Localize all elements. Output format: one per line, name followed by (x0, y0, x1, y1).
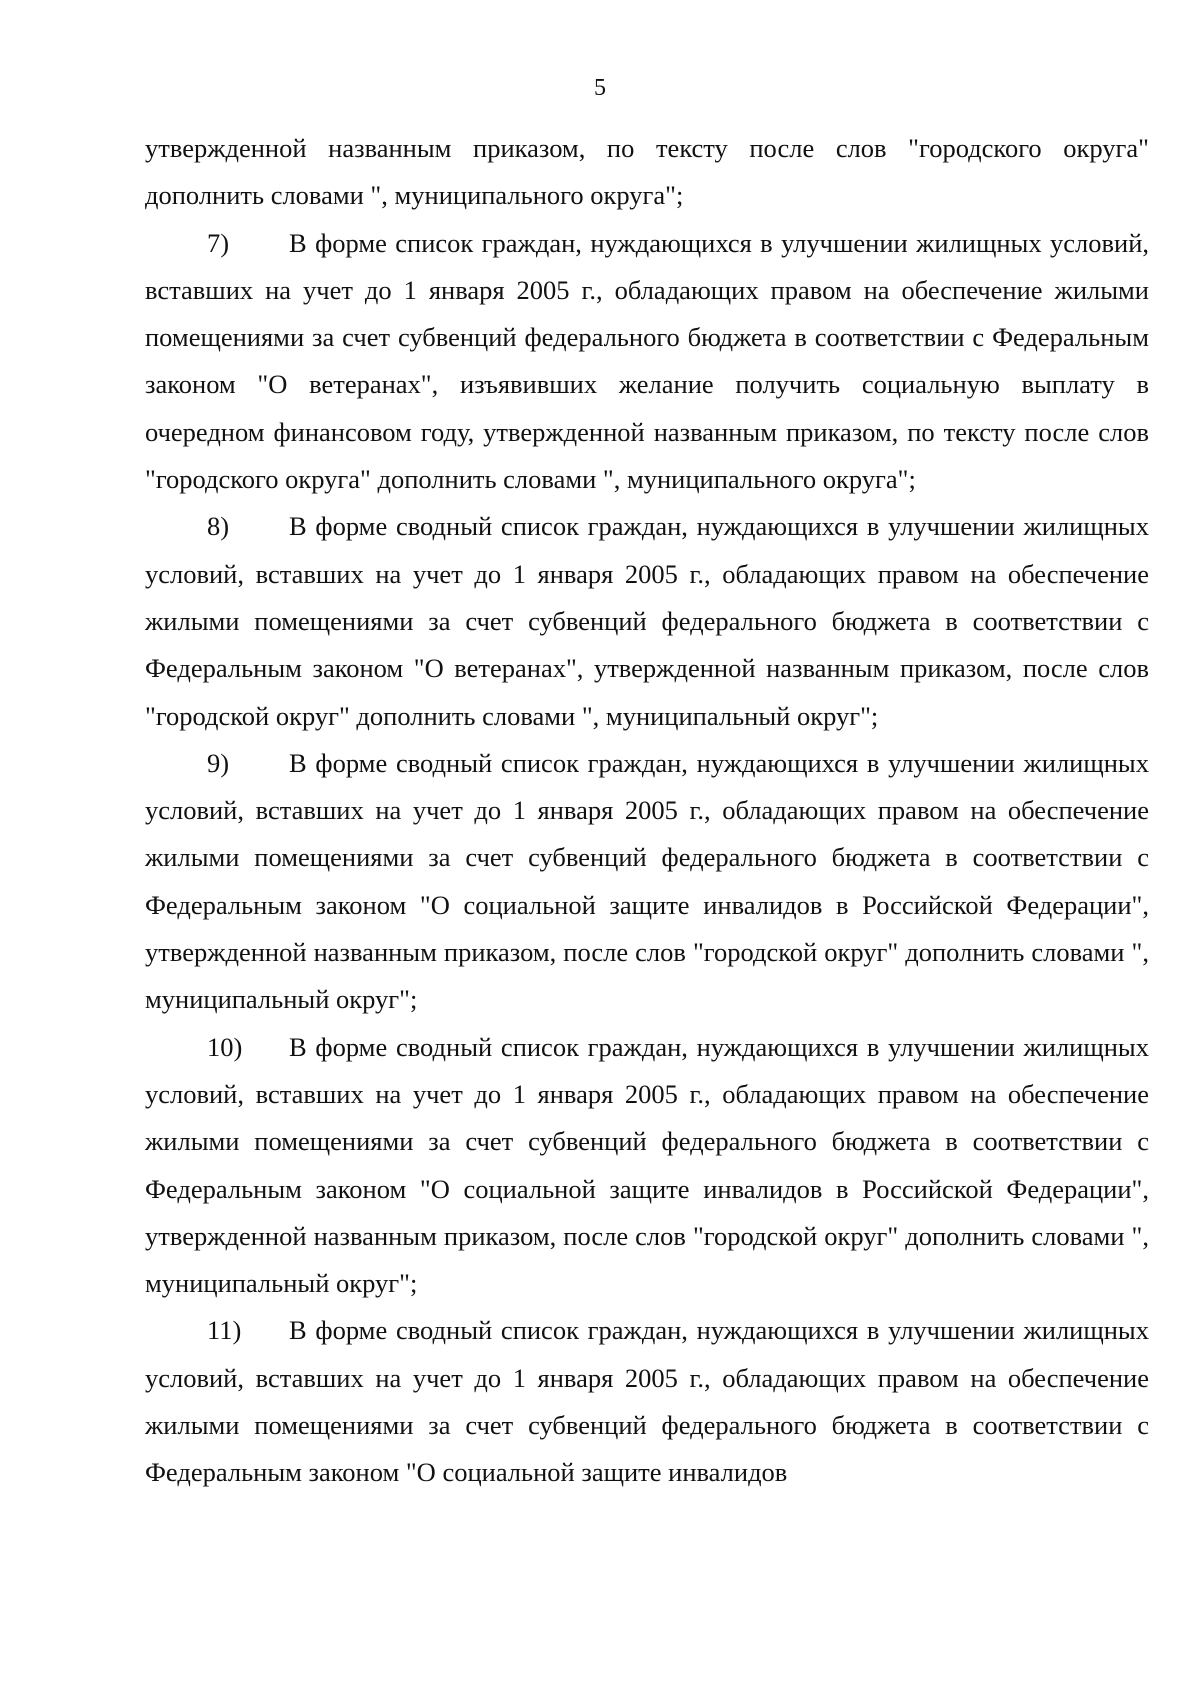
item-text: В форме сводный список граждан, нуждающихся в улучшении жилищных условий, вставших на учет до 1 января 2005 г., обладающих правом на обеспечение жилыми помещениями за счет субвенций федерального бюджета в соответствии с Федеральным законом "О социальной защите инвалидов в Российской Федерации", утвержденной названным приказом, после слов "городской округ" дополнить словами ", муниципальный округ"; (145, 747, 1149, 1015)
list-item-10 (145, 1024, 1149, 1308)
item-text: В форме список граждан, нуждающихся в улучшении жилищных условий, вставших на учет до 1 января 2005 г., обладающих правом на обеспечение жилыми помещениями за счет субвенций федерального бюджета в соответствии с Федеральным законом "О ветеранах", изъявивших желание получить социальную выплату в очередном финансовом году, утвержденной названным приказом, по тексту после слов "городского округа" дополнить словами ", муниципального округа"; (145, 227, 1149, 495)
list-item-8 (145, 503, 1149, 739)
item-text: В форме сводный список граждан, нуждающихся в улучшении жилищных условий, вставших на учет до 1 января 2005 г., обладающих правом на обеспечение жилыми помещениями за счет субвенций федерального бюджета в соответствии с Федеральным законом "О ветеранах", утвержденной названным приказом, после слов "городской округ" дополнить словами ", муниципальный округ"; (145, 511, 1149, 731)
item-number: 7) (207, 227, 230, 258)
list-item-7 (145, 220, 1149, 504)
paragraph-text: утвержденной названным приказом, по тексту после слов "городского округа" дополнить словами ", муниципального округа"; (145, 133, 1149, 211)
paragraph-continuation (145, 125, 1149, 220)
item-number: 9) (207, 747, 230, 778)
item-number: 8) (207, 511, 230, 542)
item-number: 11) (207, 1315, 242, 1346)
list-item-9 (145, 740, 1149, 1024)
item-number: 10) (207, 1031, 243, 1062)
page-number: 5 (594, 75, 606, 101)
list-item-11 (145, 1307, 1149, 1496)
item-text: В форме сводный список граждан, нуждающихся в улучшении жилищных условий, вставших на учет до 1 января 2005 г., обладающих правом на обеспечение жилыми помещениями за счет субвенций федерального бюджета в соответствии с Федеральным законом "О социальной защите инвалидов (145, 1315, 1149, 1488)
document-body (145, 125, 1149, 1497)
item-text: В форме сводный список граждан, нуждающихся в улучшении жилищных условий, вставших на учет до 1 января 2005 г., обладающих правом на обеспечение жилыми помещениями за счет субвенций федерального бюджета в соответствии с Федеральным законом "О социальной защите инвалидов в Российской Федерации", утвержденной названным приказом, после слов "городской округ" дополнить словами ", муниципальный округ"; (145, 1031, 1149, 1299)
